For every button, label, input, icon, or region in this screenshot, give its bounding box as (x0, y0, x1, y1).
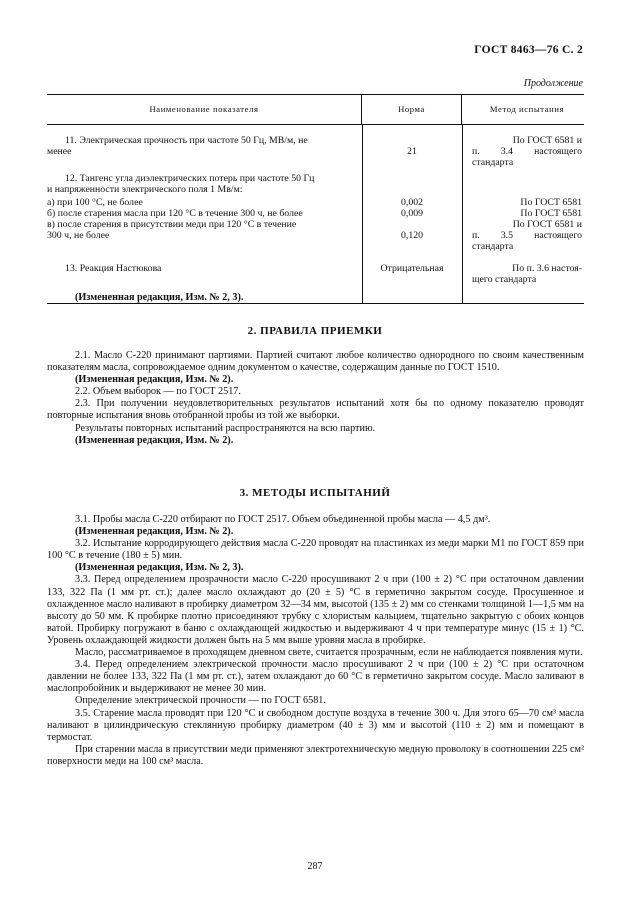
row-method: п. 3.4 настоящего (472, 146, 582, 157)
row-method: стандарта (472, 157, 514, 168)
table-row (47, 263, 584, 285)
amendment-note: (Измененная редакция, Изм. № 2). (75, 374, 234, 386)
row-name: 300 ч, не более (47, 230, 110, 241)
amendment-note: (Измененная редакция, Изм. № 2). (75, 526, 234, 538)
row-name: 11. Электрическая прочность при частоте 50 Гц, МВ/м, не (65, 135, 308, 146)
row-name: в) после старения в присутствии меди при 120 °С в течение (47, 219, 297, 230)
paragraph: 2.3. При получении неудовлетворительных результатов испытаний хотя бы по одному показателю проводят повторные испытания вновь отобранной пробы из той же выборки. (47, 398, 584, 422)
row-name: а) при 100 °С, не более (47, 197, 143, 208)
column-header-norm: Норма (362, 95, 462, 124)
row-norm: 0,009 (400, 208, 424, 219)
paragraph: Определение электрической прочности — по ГОСТ 6581. (75, 695, 326, 707)
row-method: п. 3.5 настоящего (472, 230, 582, 241)
paragraph: 3.3. Перед определением прозрачности масло С-220 просушивают 2 ч при (100 ± 2) °С при остаточном давлении 133, 322 Па (1 мм рт. ст.); далее масло охлаждают до (20 ± 5) °С в герметично закрытом сосуде. Просушенное и охлажденное масло наливают в пробирку диаметром 32—34 мм, высотой (135 ± 2) мм со стенками толщиной 1—1,5 мм на высоту до 50 мм. К пробирке плотно присоединяют трубку с хлористым кальцием, тщательно закрытую с обоих концов ватой. Пробирку погружают в баню с охлаждающей жидкостью и выдерживают 4 ч при температуре минус (15 ± 1) °С. Уровень охлаждающей жидкости должен быть на 5 мм выше уровня масла в пробирке. (47, 574, 584, 646)
row-method: По п. 3.6 настоя- (512, 263, 582, 274)
row-norm: 21 (407, 146, 417, 157)
row-method: стандарта (472, 241, 514, 252)
table-header (47, 95, 584, 125)
column-header-method: Метод испытания (489, 104, 565, 114)
paragraph: 2.2. Объем выборок — по ГОСТ 2517. (75, 386, 241, 398)
row-name: 13. Реакция Настюкова (65, 263, 162, 274)
row-name: 12. Тангенс угла диэлектрических потерь при частоте 50 Гц (65, 173, 315, 184)
table-row (47, 219, 584, 252)
paragraph: 3.5. Старение масла проводят при 120 °С и свободном доступе воздуха в течение 300 ч. Для этого 65—70 см³ масла наливают в цилиндрическую стеклянную пробирку диаметром (40 ± 3) мм и высотой (110 ± 2) мм и помещают в термостат. (47, 707, 584, 743)
row-name: б) после старения масла при 120 °С в течение 300 ч, не более (47, 208, 303, 219)
row-method: По ГОСТ 6581 (520, 208, 582, 219)
amendment-note: (Измененная редакция, Изм. № 2, 3). (75, 292, 244, 303)
table-row (47, 135, 584, 168)
row-norm: 0,002 (400, 197, 424, 208)
document-header: ГОСТ 8463—76 С. 2 (474, 44, 583, 56)
row-name: и напряженности электрического поля 1 Мв/м: (47, 184, 243, 195)
row-method: щего стандарта (472, 274, 537, 285)
paragraph: 2.1. Масло С-220 принимают партиями. Партией считают любое количество однородного по своим качественным показателям масла, сопровождаемое одним документом о качестве, содержащим данные по ГОСТ 1510. (47, 350, 584, 374)
column-header-name: Наименование показателя (47, 95, 362, 124)
table-row (47, 208, 584, 219)
paragraph: Результаты повторных испытаний распространяются на всю партию. (75, 422, 376, 434)
amendment-note: (Измененная редакция, Изм. № 2). (75, 434, 234, 446)
section-2-text (47, 350, 584, 447)
paragraph: 3.1. Пробы масла С-220 отбирают по ГОСТ 2517. Объем объединенной пробы масла — 4,5 дм³. (75, 514, 491, 525)
table-row (47, 173, 584, 195)
paragraph: 3.2. Испытание корродирующего действия масла С-220 проводят на пластинках из меди марки М1 по ГОСТ 859 при 100 °С в течение (180 ± 5) мин. (47, 538, 584, 562)
paragraph: При старении масла в присутствии меди применяют электротехническую медную проволоку в соотношении 225 см² поверхности меди на 100 см³ масла. (47, 743, 584, 767)
paragraph: Масло, рассматриваемое в проходящем дневном свете, считается прозрачным, если не наблюдается появления мути. (75, 647, 583, 659)
section-title: 2. ПРАВИЛА ПРИЕМКИ (247, 325, 383, 337)
row-name: менее (47, 146, 72, 157)
table-body (47, 125, 584, 303)
row-norm: Отрицательная (380, 263, 444, 274)
paragraph: 3.4. Перед определением электрической прочности масло просушивают 2 ч при (100 ± 2) °С при остаточном давлении не более 133, 322 Па (1 мм рт. ст.), затем охлаждают до 60 °С в герметично закрытом сосуде. Масло заливают в маслопробойник и выдерживают не менее 30 мин. (47, 659, 584, 695)
row-method: По ГОСТ 6581 и (512, 219, 582, 230)
section-title: 3. МЕТОДЫ ИСПЫТАНИЙ (239, 487, 391, 499)
row-method: По ГОСТ 6581 и (512, 135, 582, 146)
page-number: 287 (307, 861, 323, 872)
properties-table (47, 94, 584, 304)
row-method: По ГОСТ 6581 (520, 197, 582, 208)
table-row (47, 197, 584, 208)
amendment-note: (Измененная редакция, Изм. № 2, 3). (75, 562, 244, 574)
row-norm: 0,120 (400, 230, 424, 241)
section-3-text (47, 514, 584, 768)
continuation-label: Продолжение (523, 78, 583, 89)
